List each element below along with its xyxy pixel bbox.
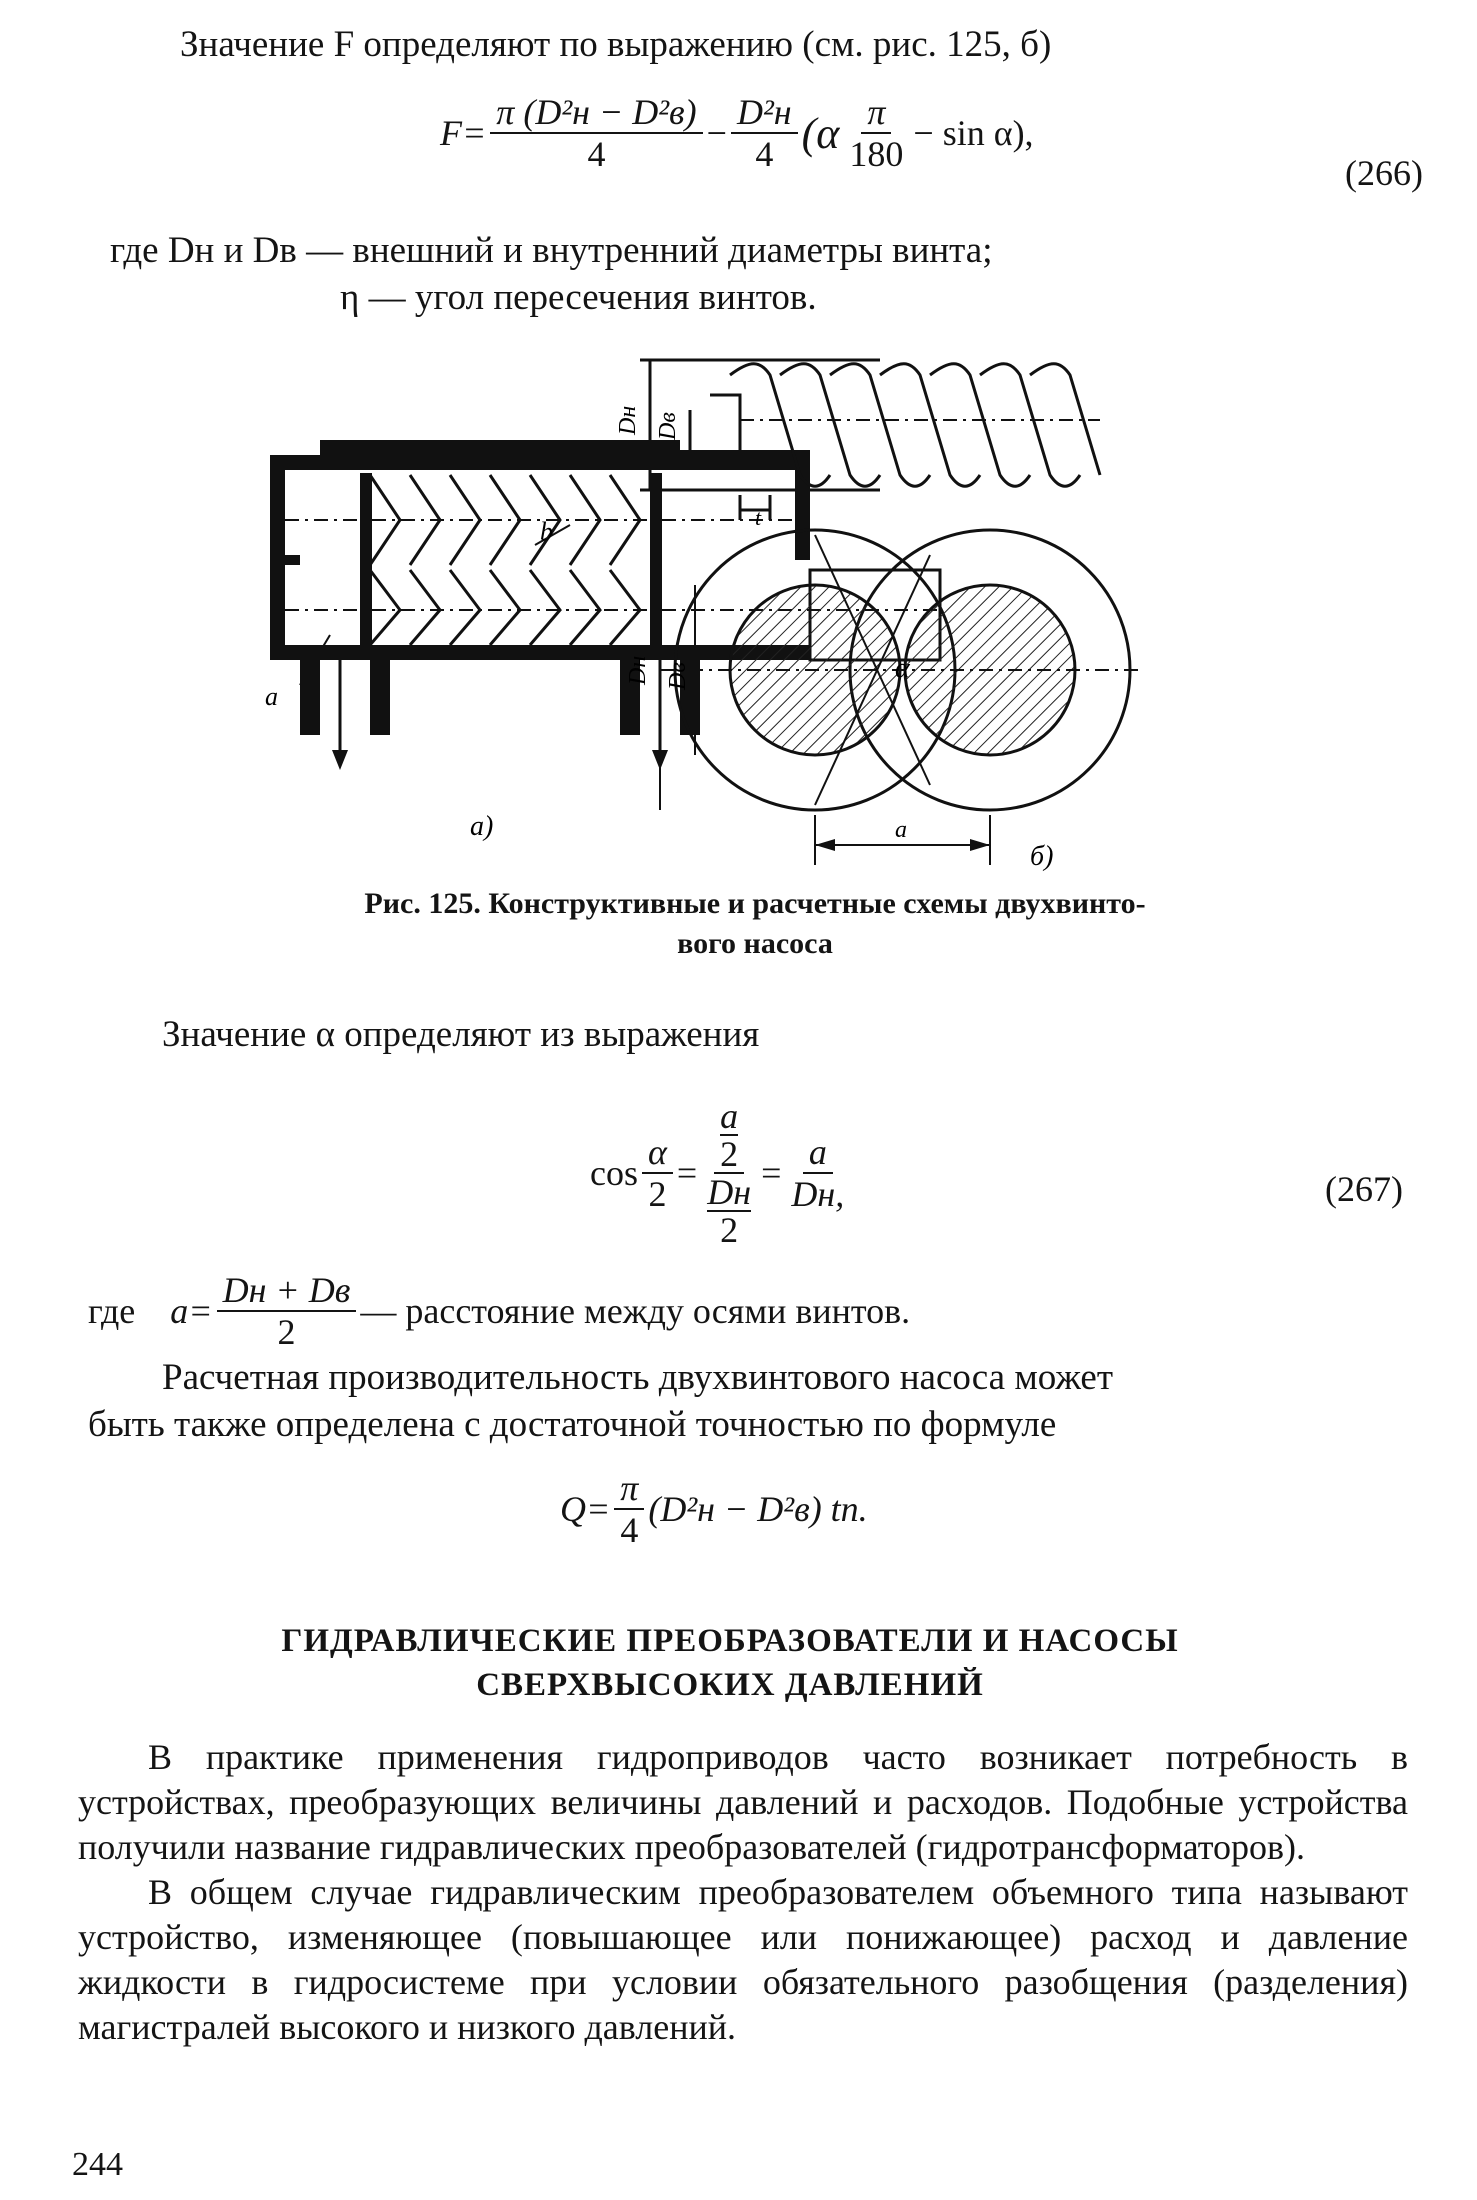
eqq-lhs: Q= — [560, 1489, 611, 1529]
eq267-eq2: = — [761, 1153, 782, 1193]
where2-den: 2 — [277, 1312, 296, 1352]
equation-q — [560, 1468, 868, 1550]
eq267-big-den-num: Dн — [707, 1172, 752, 1212]
para1-line1: Расчетная производительность двухвинтового насоса может — [162, 1357, 1114, 1398]
eq266-paren-open: (α — [801, 108, 840, 158]
eqq-den: 4 — [620, 1510, 639, 1550]
para3: В общем случае гидравлическим преобразователем объемного типа называют устройство, изменяющее (повышающее или понижающее) расход и давление жидкости в гидросистеме при условии обязательного разобщения (разделения) магистралей высокого и низкого давлений. — [78, 1872, 1408, 2047]
eq267-number: (267) — [1325, 1169, 1403, 1209]
eq266-frac3-num: π — [861, 92, 891, 134]
eq267-frac3-num: a — [803, 1132, 833, 1174]
subfigure-b-label: б) — [1030, 841, 1054, 872]
eq267-big-num-den: 2 — [720, 1134, 739, 1174]
eq267-frac1-den: 2 — [648, 1174, 667, 1214]
label-alpha: α — [895, 653, 910, 684]
eq266-frac1-den: 4 — [587, 134, 606, 174]
where2-frac — [217, 1270, 357, 1352]
where2-line — [88, 1270, 910, 1352]
intro-line: Значение F определяют по выражению (см. рис. 125, б) — [180, 24, 1052, 65]
eq267-frac3-den: Dн, — [791, 1174, 845, 1214]
label-dn-top: Dн — [615, 405, 641, 435]
section-heading-line1: ГИДРАВЛИЧЕСКИЕ ПРЕОБРАЗОВАТЕЛИ И НАСОСЫ — [281, 1623, 1179, 1659]
eq267-big-num — [714, 1098, 744, 1174]
eq267-cos: cos — [590, 1153, 638, 1193]
label-dv-bottom: Dв — [665, 662, 691, 690]
where2-lhs: a= — [170, 1291, 213, 1331]
eq266-frac3 — [843, 92, 909, 174]
label-a-distance: a — [895, 817, 907, 843]
eq266-tail: − sin α), — [913, 113, 1034, 153]
section-heading-line2: СВЕРХВЫСОКИХ ДАВЛЕНИЙ — [476, 1667, 984, 1703]
where2-prefix: где — [88, 1291, 136, 1331]
figure-caption-line2: вого насоса — [677, 927, 833, 960]
eq266-frac2-num: D²н — [731, 92, 798, 134]
equation-267 — [590, 1098, 854, 1248]
eqq-rhs: (D²н − D²в) tn. — [648, 1489, 868, 1529]
subfigure-a-label: а) — [470, 811, 494, 842]
eqq-frac — [614, 1468, 644, 1550]
eq266-frac1-num: π (D²н − D²в) — [490, 92, 702, 134]
label-a-small: a — [265, 682, 278, 711]
eq267-eq: = — [676, 1153, 698, 1193]
eq266-frac2 — [731, 92, 798, 174]
where2-num: Dн + Dв — [217, 1270, 357, 1312]
equation-266 — [440, 92, 1034, 174]
where2-text: — расстояние между осями винтов. — [360, 1291, 911, 1331]
screw-side-view — [640, 360, 1100, 520]
eq266-frac3-den: 180 — [849, 134, 904, 174]
eq267-frac1-num: α — [642, 1132, 673, 1174]
where1-line2: η — угол пересечения винтов. — [340, 277, 817, 318]
eq267-frac3 — [785, 1132, 850, 1214]
eq266-lhs: F= — [440, 113, 487, 153]
eqq-num: π — [614, 1468, 644, 1510]
label-t: t — [755, 505, 762, 530]
page-number: 244 — [72, 2146, 123, 2183]
where1-line1: где Dн и Dв — внешний и внутренний диаметры винта; — [110, 230, 993, 271]
para2: В практике применения гидроприводов часто возникает потребность в устройствах, преобразующих величины давлений и расходов. Подобные устройства получили название гидравлических преобразователей (гидротрансформаторов). — [78, 1737, 1408, 1867]
eq266-number: (266) — [1345, 153, 1423, 193]
eq266-frac2-den: 4 — [755, 134, 774, 174]
eq267-big-den — [701, 1174, 757, 1248]
eq267-big-num-num: a — [720, 1096, 739, 1136]
eq267-frac1 — [642, 1132, 673, 1214]
eq266-frac1 — [490, 92, 702, 174]
para1-line2: быть также определена с достаточной точностью по формуле — [88, 1404, 1057, 1445]
label-dn-bottom: Dн — [625, 655, 651, 685]
alpha-line: Значение α определяют из выражения — [162, 1014, 760, 1055]
eq267-big-den-den: 2 — [720, 1210, 739, 1250]
label-dv-top: Dв — [655, 412, 681, 440]
figure-125 — [240, 355, 1280, 875]
body-text — [78, 1735, 1408, 2050]
label-b: b — [540, 517, 553, 546]
eq266-minus: − — [706, 113, 727, 153]
eq267-big-frac — [701, 1098, 757, 1248]
figure-caption-line1: Рис. 125. Конструктивные и расчетные схемы двухвинто- — [364, 887, 1146, 920]
